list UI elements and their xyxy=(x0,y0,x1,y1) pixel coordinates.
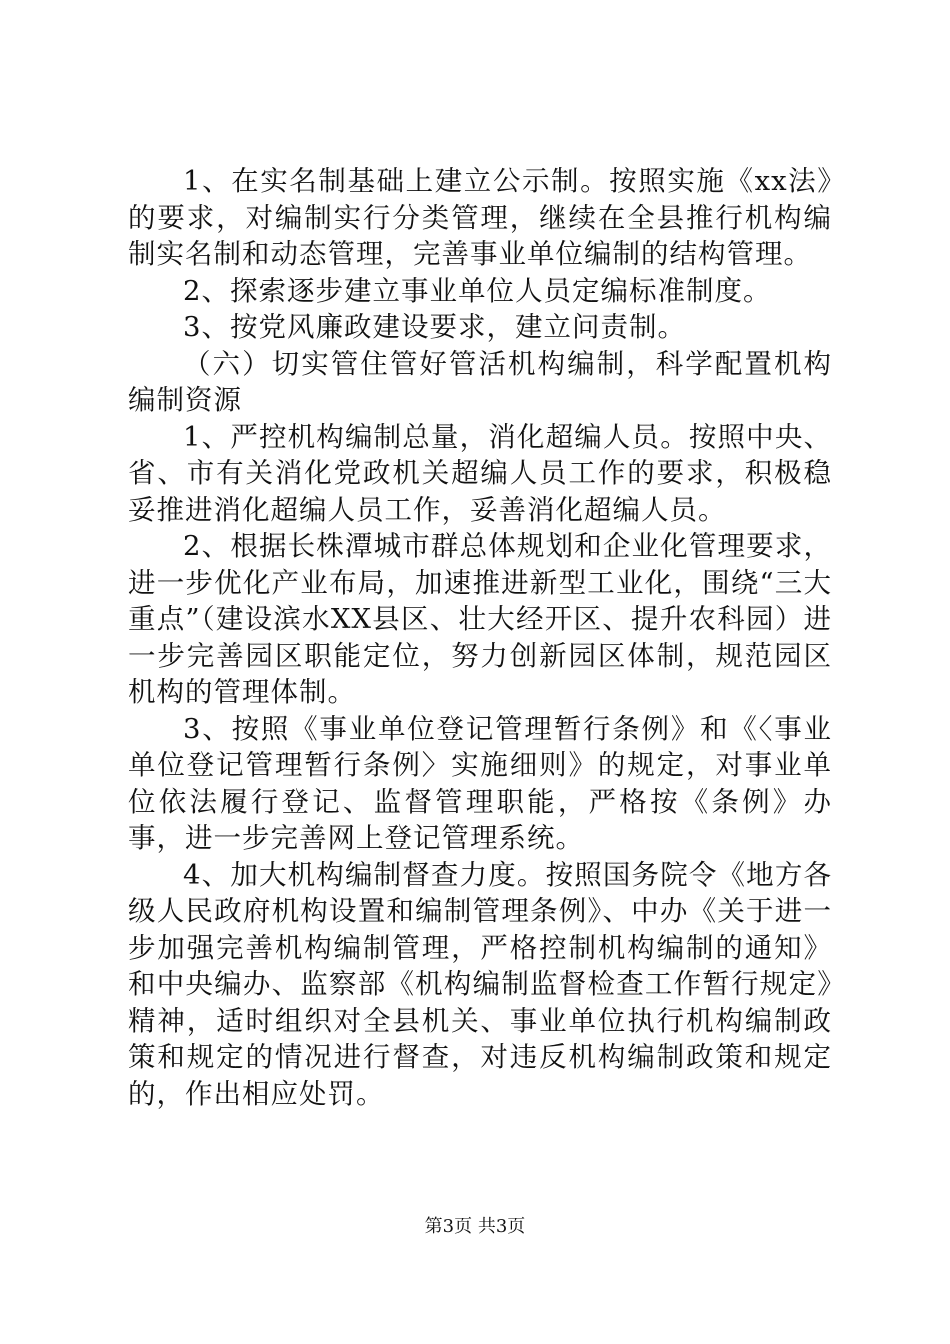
paragraph-3: 3、按党风廉政建设要求，建立问责制。 xyxy=(183,311,686,343)
paragraph-7: 3、按照《事业单位登记管理暂行条例》和《〈事业单位登记管理暂行条例〉实施细则》的规定，对事业单位依法履行登记、监督管理职能，严格按《条例》办事，进一步完善网上登记管理系统。 xyxy=(128,712,832,854)
paragraph-5: 1、严控机构编制总量，消化超编人员。按照中央、省、市有关消化党政机关超编人员工作的要求，积极稳妥推进消化超编人员工作，妥善消化超编人员。 xyxy=(128,420,832,526)
paragraph-8: 4、加大机构编制督查力度。按照国务院令《地方各级人民政府机构设置和编制管理条例》、中办《关于进一步加强完善机构编制管理，严格控制机构编制的通知》和中央编办、监察部《机构编制监督检查工作暂行规定》精神，适时组织对全县机关、事业单位执行机构编制政策和规定的情况进行督查，对违反机构编制政策和规定的，作出相应处罚。 xyxy=(128,858,832,1110)
section-heading: （六）切实管住管好管活机构编制，科学配置机构编制资源 xyxy=(128,347,832,416)
document-body xyxy=(128,163,832,1112)
paragraph-1: 1、在实名制基础上建立公示制。按照实施《xx法》的要求，对编制实行分类管理，继续在全县推行机构编制实名制和动态管理，完善事业单位编制的结构管理。 xyxy=(128,165,832,270)
paragraph-6: 2、根据长株潭城市群总体规划和企业化管理要求，进一步优化产业布局，加速推进新型工业化，围绕“三大重点”（建设滨水XX县区、壮大经开区、提升农科园）进一步完善园区职能定位，努力创新园区体制，规范园区机构的管理体制。 xyxy=(128,530,832,708)
page-number-footer: 第3页 共3页 xyxy=(424,1216,526,1237)
paragraph-2: 2、探索逐步建立事业单位人员定编标准制度。 xyxy=(183,274,772,307)
